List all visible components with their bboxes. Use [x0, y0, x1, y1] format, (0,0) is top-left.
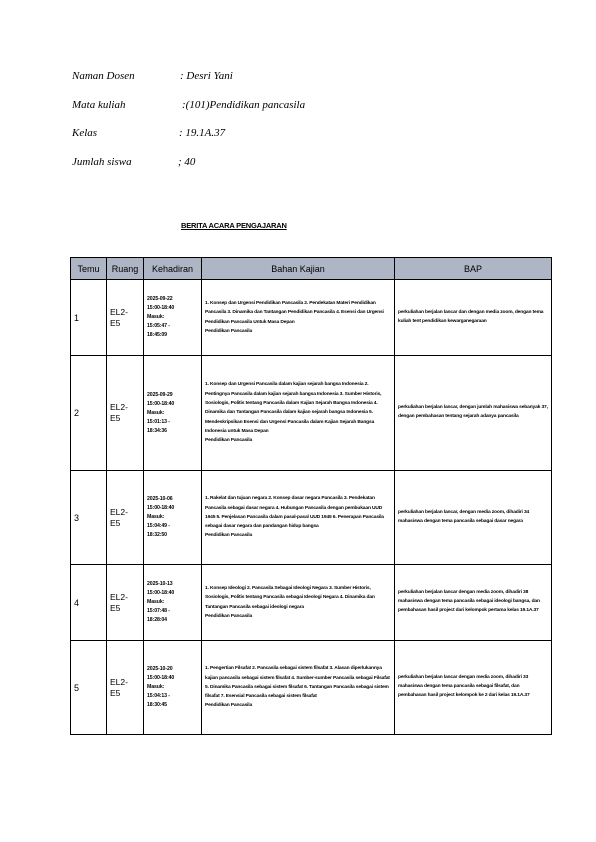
bahan-kajian-cell: 1. Konsep dan Urgensi Pancasila dalam kajian sejarah bangsa Indonesia 2. Pentingnya Pancasila dalam kajian sejarah bangsa Indonesia 3. Sumber Historis, Sosiologis, Politis tentang Pancasila dalam Kajian Sejarah Bangsa Indonesia 4. Dinamika dan Tantangan Pancasila dalam kajian sejarah bangsa Indonesia 5. Mendeskripsikan Esensi dan Urgensi Pancasila dalam Kajian Sejarah Bangsa Indonesia untuk Masa Depan Pendidikan Pancasila — [202, 356, 395, 471]
lecturer-label: Naman Dosen — [72, 70, 135, 82]
kehadiran-cell: 2025-09-29 15:00-18:40 Masuk: 15:01:13 - 18:34:36 — [144, 356, 202, 471]
bahan-kajian-cell: 1. Konsep dan Urgensi Pendidikan Pancasila 2. Pendekatan Materi Pendidikan Pancasila 3. Dinamika dan Tantangan Pendidikan Pancasila 4. Esensi dan Urgensi Pendidikan Pancasila Untuk Masa Depan Pendidikan Pancasila — [202, 280, 395, 356]
ruang-cell: EL2- E5 — [107, 641, 144, 735]
class-row — [72, 127, 532, 156]
bap-cell: perkuliahan berjalan lancar dengan media zoom, dihadiri 38 mahasiswa dengan tema pancasila sebagai ideologi bangsa, dan pembahasan hasil project dari kelompok pertama kelas 19.1A.37 — [395, 565, 552, 641]
table-row — [71, 471, 552, 565]
ruang-cell: EL2- E5 — [107, 471, 144, 565]
teaching-record-table — [70, 257, 552, 735]
students-value: ; 40 — [178, 155, 196, 168]
table-header-row — [71, 258, 552, 280]
temu-cell: 2 — [71, 356, 107, 471]
kehadiran-cell: 2025-10-13 15:00-18:40 Masuk: 15:07:48 - 18:28:04 — [144, 565, 202, 641]
bahan-kajian-cell: 1. Rakelat dan tujuan negara 2. Konsep dasar negara Pancasila 3. Pendekatan Pancasila sebagai dasar negara 4. Hubungan Pancasila dengan pembukaan UUD 1945 5. Penjelasan Pancasila dalam pasal-pasal UUD 1945 6. Penerapan Pancasila sebagai dasar negara dan pandangan hidup bangsa Pendidikan Pancasila — [202, 471, 395, 565]
ruang-cell: EL2- E5 — [107, 280, 144, 356]
header-bahan-kajian: Bahan Kajian — [202, 258, 395, 280]
bap-cell: perkuliahan berjalan lancar, dengan jumlah mahasiswa sebanyak 37, dengan pembahasan tentang sejarah adanya pancasila — [395, 356, 552, 471]
bap-cell: perkuliahan berjalan lancar dan dengan media zoom, dengan tema kuliah tent pendidikan kewarganegaraan — [395, 280, 552, 356]
header-ruang: Ruang — [107, 258, 144, 280]
students-row — [72, 156, 532, 185]
kehadiran-cell: 2025-10-06 15:00-18:40 Masuk: 15:04:49 - 18:32:50 — [144, 471, 202, 565]
table-row — [71, 280, 552, 356]
ruang-cell: EL2- E5 — [107, 356, 144, 471]
table-row — [71, 641, 552, 735]
header-kehadiran: Kehadiran — [144, 258, 202, 280]
bahan-kajian-cell: 1. Konsep Ideologi 2. Pancasila Sebagai Ideologi Negara 3. Sumber Historis, Sosiologis, Politis tentang Pancasila sebagai Ideologi Negara 4. Dinamika dan Tantangan Pancasila sebagai ideologi negara Pendidikan Pancasila — [202, 565, 395, 641]
lecturer-value: : Desri Yani — [180, 70, 233, 82]
course-value: :(101)Pendidikan pancasila — [182, 98, 306, 111]
table-row — [71, 565, 552, 641]
temu-cell: 1 — [71, 280, 107, 356]
course-row — [72, 99, 532, 128]
students-label: Jumlah siswa — [72, 155, 132, 168]
class-value: : 19.1A.37 — [179, 127, 226, 139]
header-bap: BAP — [395, 258, 552, 280]
bahan-kajian-cell: 1. Pengertian Filsafat 2. Pancasila sebagai sistem filsafat 3. Alasan diperlukannya kajian pancasila sebagai sistem filsafat 4. Sumber-sumber Pancasila sebagai Filsafat 5. Dinamika Pancasila sebagai sistem filsafat 6. Tantangan Pancasila sebagai sistem filsafat 7. Esensial Pancasila sebagai sistem filsafat Pendidikan Pancasila — [202, 641, 395, 735]
bap-cell: perkuliahan berjalan lancar, dengan media zoom, dihadiri 34 mahasiswa dengan tema pancasila sebagai dasar negara — [395, 471, 552, 565]
course-info — [72, 70, 532, 184]
kehadiran-cell: 2025-10-20 15:00-18:40 Masuk: 15:04:13 - 18:30:45 — [144, 641, 202, 735]
bap-cell: perkuliahan berjalan lancar dengan media zoom, dihadiri 33 mahasiswa dengan tema pancasila sebagai filsafat, dan pembahasan hasil project kelompok ke 2 dari kelas 19.1A.37 — [395, 641, 552, 735]
kehadiran-cell: 2025-09-22 15:00-18:40 Masuk: 15:05:47 - 18:45:09 — [144, 280, 202, 356]
lecturer-row — [72, 70, 532, 99]
table-row — [71, 356, 552, 471]
temu-cell: 5 — [71, 641, 107, 735]
class-label: Kelas — [72, 127, 98, 139]
temu-cell: 3 — [71, 471, 107, 565]
document-title: BERITA ACARA PENGAJARAN — [181, 221, 287, 230]
header-temu: Temu — [71, 258, 107, 280]
ruang-cell: EL2- E5 — [107, 565, 144, 641]
temu-cell: 4 — [71, 565, 107, 641]
course-label: Mata kuliah — [72, 98, 126, 111]
